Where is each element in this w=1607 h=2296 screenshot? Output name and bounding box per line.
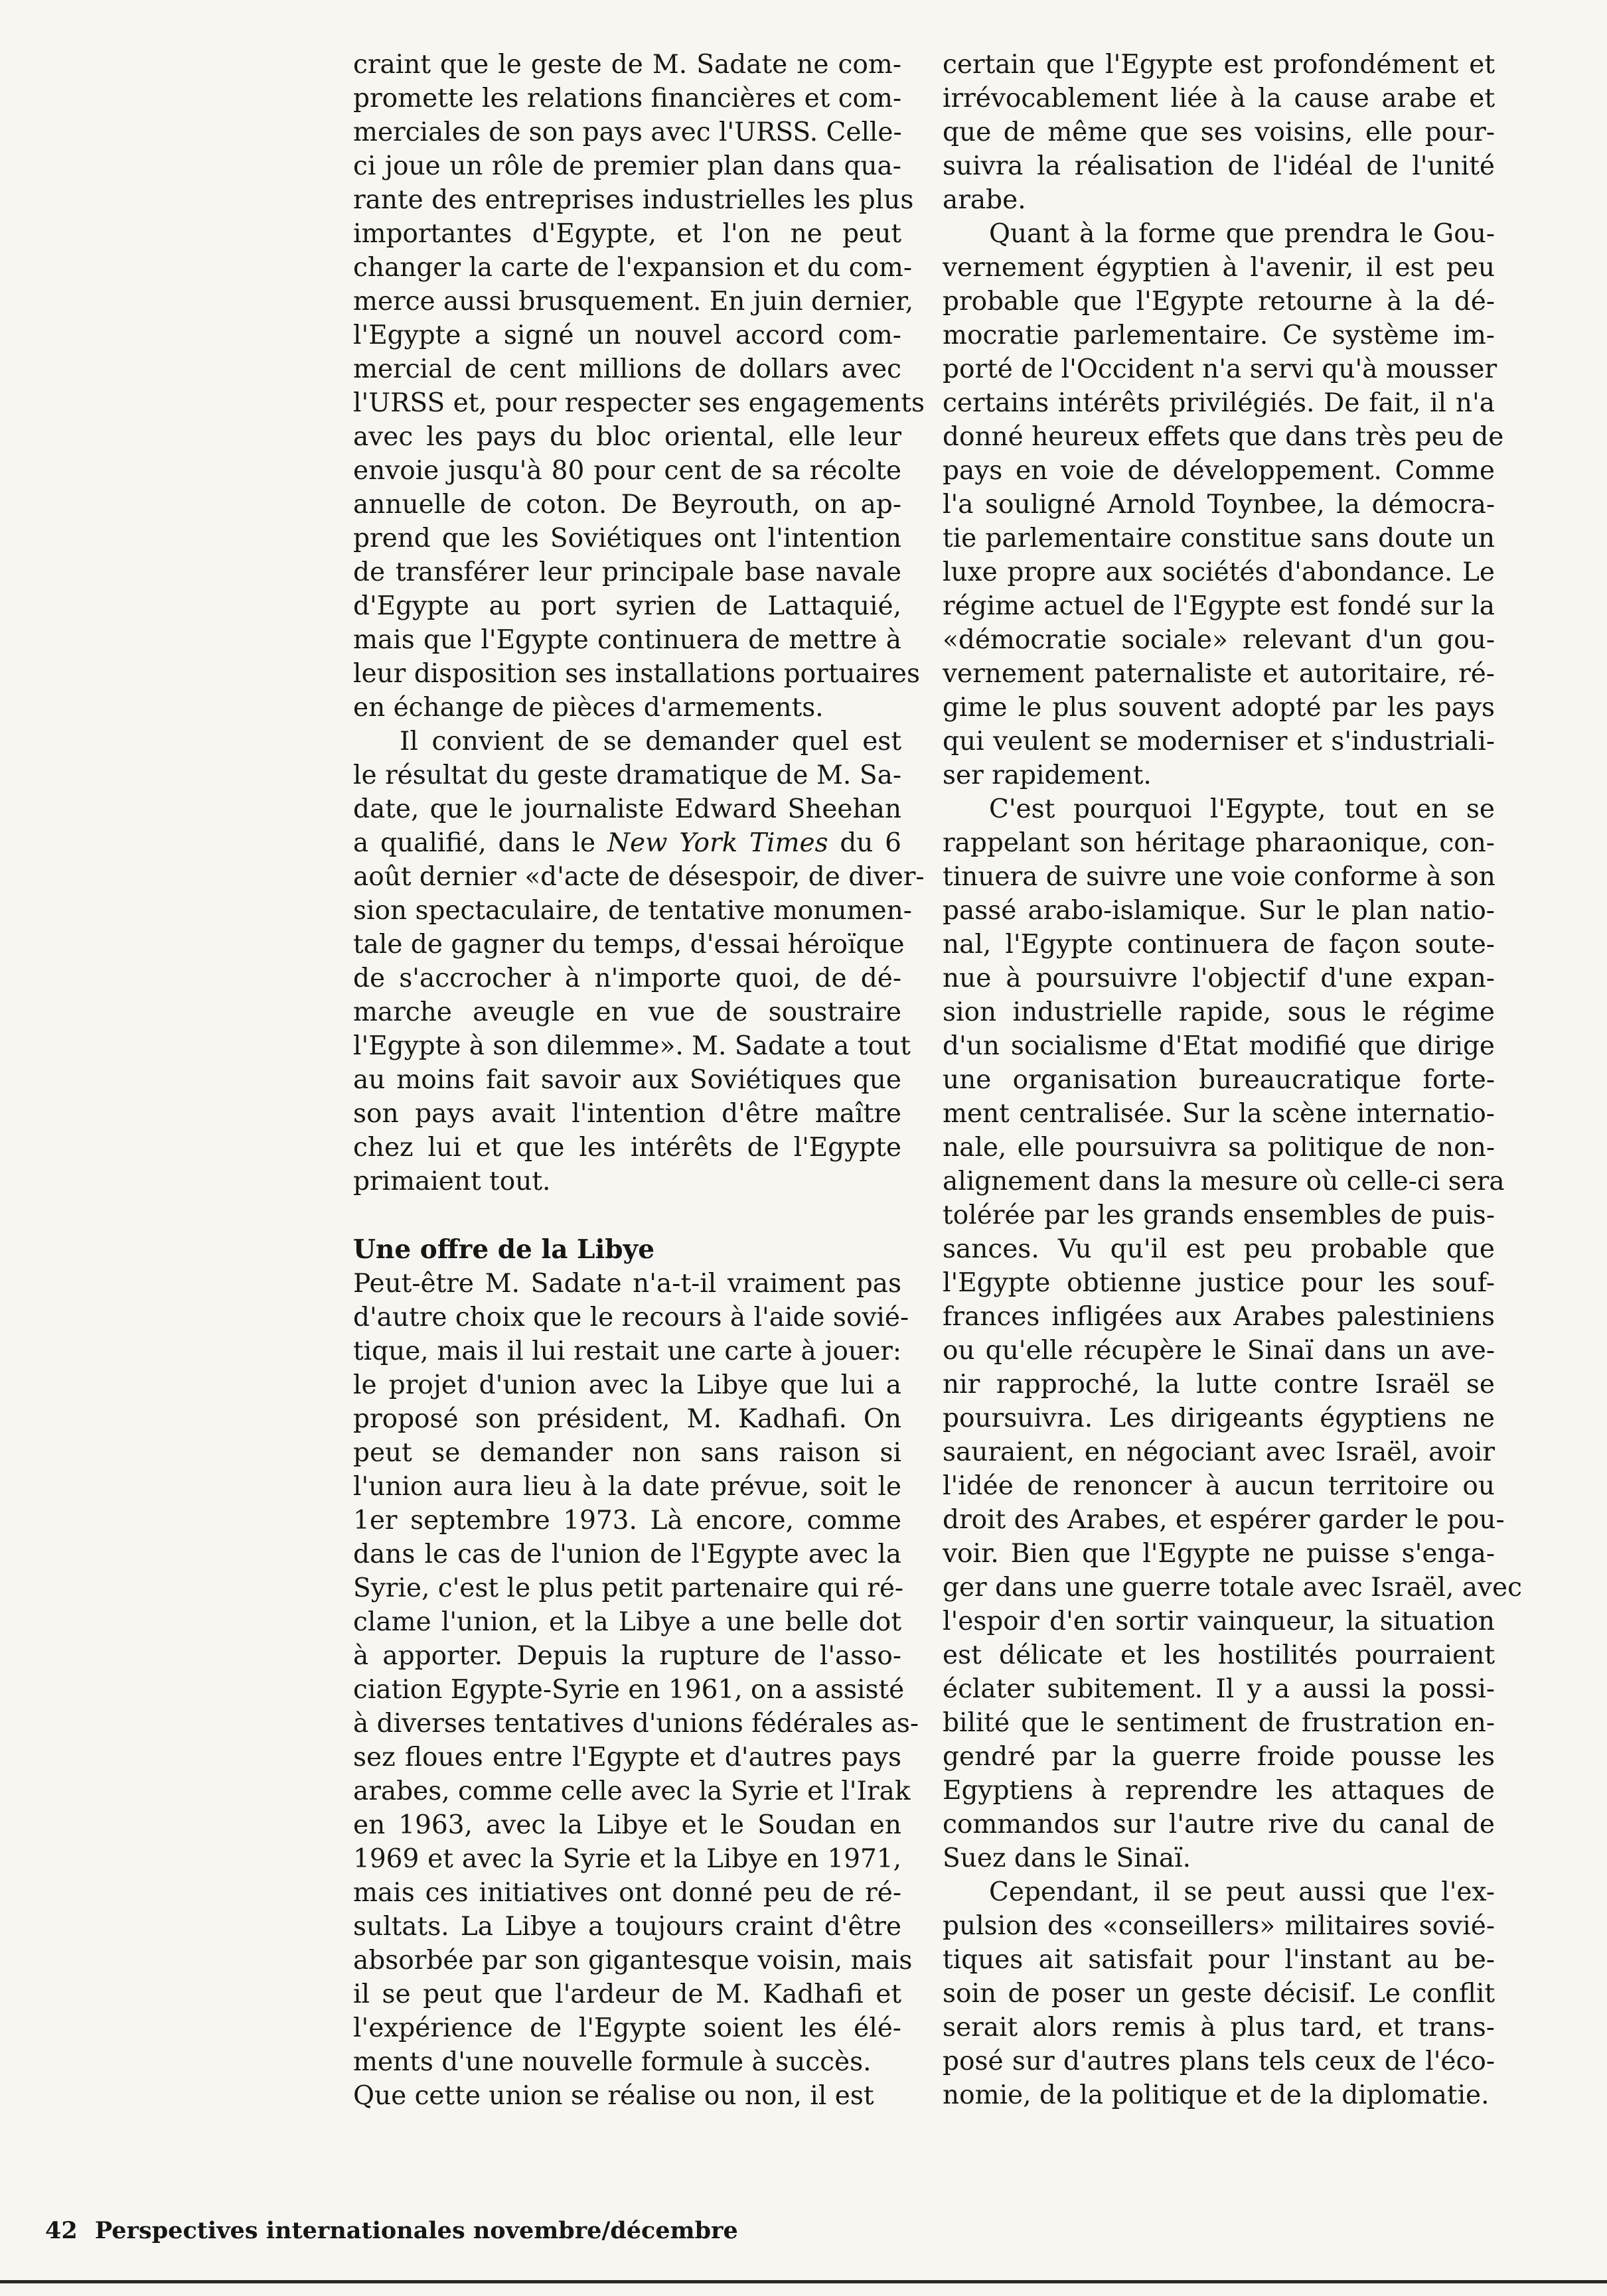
text-line: date, que le journaliste Edward Sheehan	[353, 794, 901, 824]
text-line: une organisation bureaucratique forte-	[943, 1065, 1495, 1095]
text-line: suivra la réalisation de l'idéal de l'unité	[943, 151, 1495, 181]
text-line: frances infligées aux Arabes palestiniens	[943, 1302, 1495, 1332]
text-line: sultats. La Libye a toujours craint d'être	[353, 1912, 901, 1942]
article-column-right	[943, 48, 1522, 2112]
text-line: absorbée par son gigantesque voisin, mais	[353, 1946, 913, 1975]
text-line: tie parlementaire constitue sans doute un	[943, 524, 1495, 553]
text-line: Syrie, c'est le plus petit partenaire qui ré-	[353, 1573, 904, 1603]
text-line: en échange de pièces d'armements.	[353, 693, 824, 723]
text-line: mais que l'Egypte continuera de mettre à	[353, 625, 901, 655]
text-line: serait alors remis à plus tard, et trans-	[943, 2013, 1495, 2043]
text-line: ments d'une nouvelle formule à succès.	[353, 2047, 872, 2077]
page-number: 42	[45, 2217, 78, 2244]
text-line: passé arabo-islamique. Sur le plan natio-	[943, 896, 1495, 926]
text-line: l'idée de renoncer à aucun territoire ou	[943, 1471, 1495, 1501]
text-line: l'Egypte obtienne justice pour les souf-	[943, 1268, 1495, 1298]
text-line: leur disposition ses installations portuaires	[353, 659, 920, 689]
text-line: annuelle de coton. De Beyrouth, on ap-	[353, 490, 901, 520]
text-line: sez floues entre l'Egypte et d'autres pays	[353, 1743, 901, 1772]
text-line: 1969 et avec la Syrie et la Libye en 1971,	[353, 1844, 901, 1874]
text-line: posé sur d'autres plans tels ceux de l'éco-	[943, 2046, 1495, 2076]
text-line: mais ces initiatives ont donné peu de ré-	[353, 1878, 901, 1908]
text-line: prend que les Soviétiques ont l'intention	[353, 524, 901, 553]
text-line: merciales de son pays avec l'URSS. Celle-	[353, 117, 902, 147]
text-line: droit des Arabes, et espérer garder le pou-	[943, 1505, 1505, 1535]
text-line: sances. Vu qu'il est peu probable que	[943, 1234, 1495, 1264]
text-line: vernement paternaliste et autoritaire, ré-	[943, 659, 1495, 689]
text-line: «démocratie sociale» relevant d'un gou-	[943, 625, 1495, 655]
text-line: dans le cas de l'union de l'Egypte avec la	[353, 1540, 901, 1569]
text-line: Suez dans le Sinaï.	[943, 1843, 1191, 1873]
text-line: l'espoir d'en sortir vainqueur, la situation	[943, 1607, 1495, 1636]
text-line: d'Egypte au port syrien de Lattaquié,	[353, 591, 901, 621]
text-line: donné heureux effets que dans très peu de	[943, 422, 1504, 452]
text-line: merce aussi brusquement. En juin dernier,	[353, 287, 914, 317]
text-line: en 1963, avec la Libye et le Soudan en	[353, 1810, 901, 1840]
text-line: tale de gagner du temps, d'essai héroïque	[353, 930, 905, 960]
text-line: tiques ait satisfait pour l'instant au be-	[943, 1945, 1495, 1975]
text-line: porté de l'Occident n'a servi qu'à mousser	[943, 354, 1497, 384]
text-line: gendré par la guerre froide pousse les	[943, 1742, 1495, 1772]
text-line: clame l'union, et la Libye a une belle dot	[353, 1607, 901, 1637]
text-line: importantes d'Egypte, et l'on ne peut	[353, 219, 901, 249]
text-line: nale, elle poursuivra sa politique de non-	[943, 1133, 1495, 1163]
text-line: tinuera de suivre une voie conforme à son	[943, 862, 1495, 892]
text-line: soin de poser un geste décisif. Le conflit	[943, 1979, 1495, 2009]
text-line: chez lui et que les intérêts de l'Egypte	[353, 1133, 901, 1163]
text-line: pays en voie de développement. Comme	[943, 456, 1495, 486]
text-line: ciation Egypte-Syrie en 1961, on a assisté	[353, 1675, 905, 1705]
publication-title: Perspectives internationales novembre/décembre	[94, 2217, 738, 2244]
text-line: que de même que ses voisins, elle pour-	[943, 117, 1495, 147]
text-line: Egyptiens à reprendre les attaques de	[943, 1776, 1495, 1806]
text-line: d'autre choix que le recours à l'aide sovié-	[353, 1303, 909, 1332]
text-line: changer la carte de l'expansion et du com-	[353, 253, 913, 283]
text-line: l'union aura lieu à la date prévue, soit le	[353, 1472, 901, 1502]
text-line: de s'accrocher à n'importe quoi, de dé-	[353, 964, 901, 993]
text-line: gime le plus souvent adopté par les pays	[943, 693, 1495, 723]
section-gap	[353, 1198, 901, 1233]
text-line: mocratie parlementaire. Ce système im-	[943, 321, 1495, 350]
text-line: irrévocablement liée à la cause arabe et	[943, 84, 1495, 113]
text-line: ou qu'elle récupère le Sinaï dans un ave-	[943, 1336, 1495, 1366]
text-line: craint que le geste de M. Sadate ne com-	[353, 50, 901, 80]
text-line: Quant à la forme que prendra le Gou-	[989, 219, 1495, 249]
text-line: l'Egypte a signé un nouvel accord com-	[353, 321, 901, 350]
page-footer	[45, 2217, 738, 2244]
text-line: Peut-être M. Sadate n'a-t-il vraiment pas	[353, 1269, 901, 1299]
text-line: promette les relations financières et com-	[353, 84, 902, 113]
text-line: le résultat du geste dramatique de M. Sa-	[353, 760, 901, 790]
text-line: voir. Bien que l'Egypte ne puisse s'enga-	[943, 1539, 1495, 1569]
text-line: Cependant, il se peut aussi que l'ex-	[989, 1877, 1495, 1907]
text-line: ci joue un rôle de premier plan dans qua-	[353, 151, 901, 181]
text-line: l'expérience de l'Egypte soient les élé-	[353, 2013, 901, 2043]
text-line: certains intérêts privilégiés. De fait, il n'a	[943, 388, 1495, 418]
text-line: 1er septembre 1973. Là encore, comme	[353, 1506, 901, 1536]
text-line: bilité que le sentiment de frustration en-	[943, 1708, 1495, 1738]
text-line: certain que l'Egypte est profondément et	[943, 50, 1495, 80]
text-line: a qualifié, dans le New York Times du 6	[353, 828, 901, 858]
text-line: nomie, de la politique et de la diplomatie.	[943, 2080, 1490, 2110]
text-line: commandos sur l'autre rive du canal de	[943, 1810, 1495, 1839]
text-line: août dernier «d'acte de désespoir, de diver-	[353, 862, 925, 892]
text-line: ser rapidement.	[943, 760, 1152, 790]
text-line: rante des entreprises industrielles les plus	[353, 185, 914, 215]
article-column-left	[353, 48, 925, 2113]
text-line: l'Egypte à son dilemme». M. Sadate a tout	[353, 1031, 911, 1061]
text-line: arabes, comme celle avec la Syrie et l'Irak	[353, 1776, 911, 1806]
text-line: éclater subitement. Il y a aussi la possi-	[943, 1674, 1495, 1704]
text-line: l'URSS et, pour respecter ses engagements	[353, 388, 925, 418]
text-line: sion spectaculaire, de tentative monumen-	[353, 896, 912, 926]
text-line: Que cette union se réalise ou non, il est	[353, 2081, 874, 2111]
text-line: nue à poursuivre l'objectif d'une expan-	[943, 964, 1495, 993]
text-line: primaient tout.	[353, 1167, 551, 1196]
text-line: sion industrielle rapide, sous le régime	[943, 997, 1495, 1027]
text-line: proposé son président, M. Kadhafi. On	[353, 1404, 901, 1434]
text-line: d'un socialisme d'Etat modifié que dirige	[943, 1031, 1495, 1061]
text-line: nal, l'Egypte continuera de façon soute-	[943, 930, 1495, 960]
page-edge-line	[0, 2280, 1607, 2283]
section-heading: Une offre de la Libye	[353, 1234, 655, 1265]
text-line: poursuivra. Les dirigeants égyptiens ne	[943, 1403, 1495, 1433]
text-line: le projet d'union avec la Libye que lui a	[353, 1370, 901, 1400]
newspaper-title: New York Times	[607, 828, 828, 858]
text-line: rappelant son héritage pharaonique, con-	[943, 828, 1495, 858]
text-line: régime actuel de l'Egypte est fondé sur la	[943, 591, 1495, 621]
text-line: marche aveugle en vue de soustraire	[353, 997, 901, 1027]
text-line: arabe.	[943, 185, 1026, 215]
text-line: tolérée par les grands ensembles de puis-	[943, 1200, 1495, 1230]
text-line: son pays avait l'intention d'être maître	[353, 1099, 901, 1129]
text-line: à diverses tentatives d'unions fédérales as-	[353, 1709, 919, 1739]
text-line: Il convient de se demander quel est	[400, 727, 901, 756]
text-line: mercial de cent millions de dollars avec	[353, 354, 901, 384]
text-line: pulsion des «conseillers» militaires sovié-	[943, 1911, 1495, 1941]
text-line: il se peut que l'ardeur de M. Kadhafi et	[353, 1979, 901, 2009]
text-line: nir rapproché, la lutte contre Israël se	[943, 1370, 1495, 1399]
text-line: l'a souligné Arnold Toynbee, la démocra-	[943, 490, 1495, 520]
text-line: envoie jusqu'à 80 pour cent de sa récolte	[353, 456, 901, 486]
text-line: ger dans une guerre totale avec Israël, avec	[943, 1573, 1522, 1603]
text-line: qui veulent se moderniser et s'industriali-	[943, 727, 1495, 756]
text-line: ment centralisée. Sur la scène internatio-	[943, 1099, 1495, 1129]
text-line: sauraient, en négociant avec Israël, avoir	[943, 1437, 1495, 1467]
text-line: tique, mais il lui restait une carte à jouer:	[353, 1336, 901, 1366]
text-line: peut se demander non sans raison si	[353, 1438, 901, 1468]
text-line: avec les pays du bloc oriental, elle leur	[353, 422, 901, 452]
text-line: au moins fait savoir aux Soviétiques que	[353, 1065, 901, 1095]
text-line: probable que l'Egypte retourne à la dé-	[943, 287, 1495, 317]
text-line: vernement égyptien à l'avenir, il est peu	[943, 253, 1495, 283]
text-line: de transférer leur principale base navale	[353, 557, 901, 587]
text-line: luxe propre aux sociétés d'abondance. Le	[943, 557, 1495, 587]
text-line: est délicate et les hostilités pourraient	[943, 1640, 1495, 1670]
text-line: alignement dans la mesure où celle-ci sera	[943, 1167, 1505, 1196]
text-line: C'est pourquoi l'Egypte, tout en se	[989, 794, 1495, 824]
text-line: à apporter. Depuis la rupture de l'asso-	[353, 1641, 901, 1671]
